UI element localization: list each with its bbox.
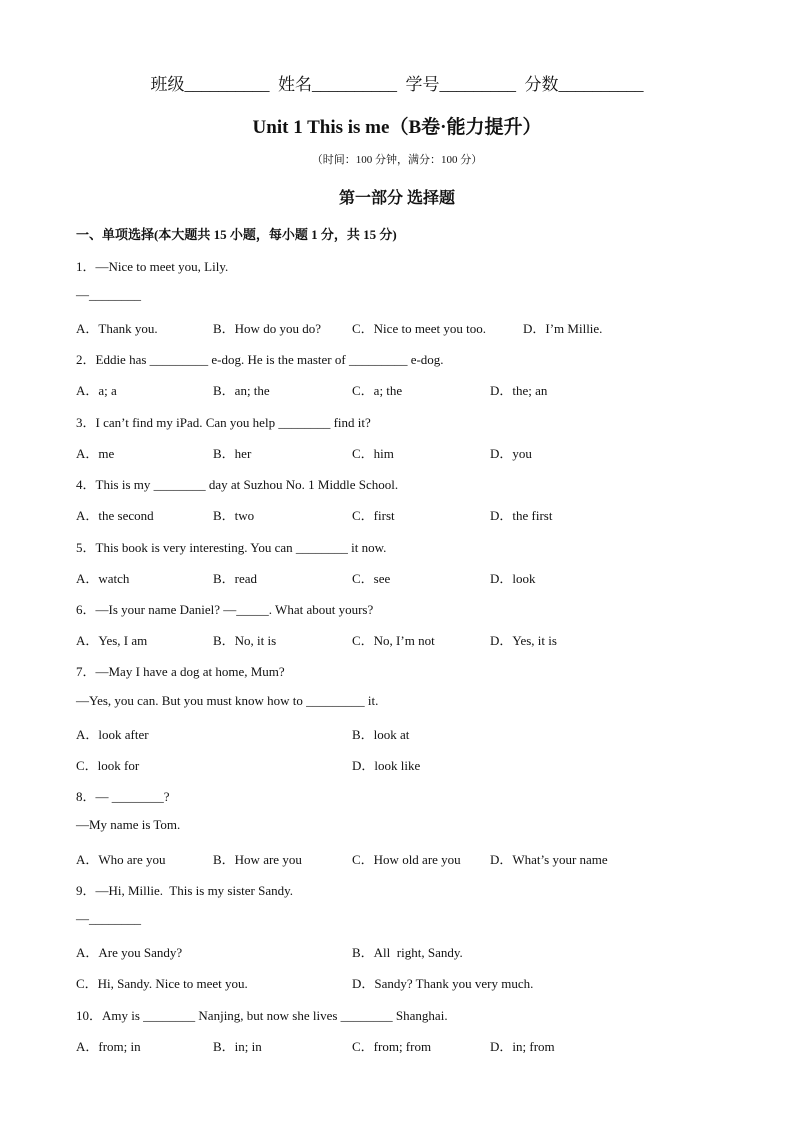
question-10-option-b: B．in; in <box>213 1039 262 1054</box>
question-1-option-a: A．Thank you. <box>76 321 158 336</box>
question-1-stem: 1．—Nice to meet you, Lily. <box>76 259 229 274</box>
question-7-stem: 7．—May I have a dog at home, Mum? <box>76 664 285 679</box>
question-7-stem-reply: —Yes, you can. But you must know how to _________ it. <box>76 693 379 708</box>
question-3-option-a: A．me <box>76 446 115 461</box>
question-1-option-c: C．Nice to meet you too. <box>352 321 486 336</box>
question-1-answer-line: —________ <box>76 287 141 302</box>
question-9-answer-line: —________ <box>76 911 141 926</box>
question-3-option-b: B．her <box>213 446 252 461</box>
question-9-option-b: B．All right, Sandy. <box>352 945 463 960</box>
question-8-stem-reply: —My name is Tom. <box>76 817 181 832</box>
question-8-stem: 8．— ________? <box>76 789 170 804</box>
question-6-option-d: D．Yes, it is <box>490 633 557 648</box>
question-10-option-a: A．from; in <box>76 1039 141 1054</box>
question-10-option-d: D．in; from <box>490 1039 555 1054</box>
page-subtitle: （时间：100 分钟，满分：100 分） <box>311 154 483 166</box>
question-4-option-d: D．the first <box>490 508 553 523</box>
question-5-option-b: B．read <box>213 571 258 586</box>
question-5-option-a: A．watch <box>76 571 130 586</box>
question-9-stem: 9．—Hi, Millie. This is my sister Sandy. <box>76 883 294 898</box>
question-2-option-b: B．an; the <box>213 383 270 398</box>
part-heading: 第一部分 选择题 <box>338 190 455 207</box>
question-2-option-c: C．a; the <box>352 383 403 398</box>
question-2-option-a: A．a; a <box>76 383 117 398</box>
question-9-option-a: A．Are you Sandy? <box>76 945 183 960</box>
question-9-option-c: C．Hi, Sandy. Nice to meet you. <box>76 976 248 991</box>
question-7-option-b: B．look at <box>352 727 410 742</box>
question-7-option-d: D．look like <box>352 758 421 773</box>
question-7-option-c: C．look for <box>76 758 140 773</box>
question-8-option-d: D．What’s your name <box>490 852 608 867</box>
question-6-option-c: C．No, I’m not <box>352 633 435 648</box>
question-5-option-c: C．see <box>352 571 391 586</box>
question-8-option-c: C．How old are you <box>352 852 461 867</box>
question-6-option-b: B．No, it is <box>213 633 277 648</box>
question-4-option-c: C．first <box>352 508 395 523</box>
question-6-stem: 6．—Is your name Daniel? —_____. What about yours? <box>76 602 374 617</box>
question-2-stem: 2．Eddie has _________ e-dog. He is the master of _________ e-dog. <box>76 352 444 367</box>
question-9-option-d: D．Sandy? Thank you very much. <box>352 976 534 991</box>
question-1-option-b: B．How do you do? <box>213 321 321 336</box>
section-heading: 一、单项选择(本大题共 15 小题，每小题 1 分，共 15 分) <box>76 227 397 242</box>
question-1-option-d: D．I’m Millie. <box>523 321 603 336</box>
question-4-option-b: B．two <box>213 508 255 523</box>
question-10-stem: 10．Amy is ________ Nanjing, but now she lives ________ Shanghai. <box>76 1008 448 1023</box>
question-3-option-c: C．him <box>352 446 394 461</box>
page-title: Unit 1 This is me（B卷·能力提升） <box>252 117 542 138</box>
question-5-option-d: D．look <box>490 571 536 586</box>
question-3-option-d: D．you <box>490 446 532 461</box>
question-4-option-a: A．the second <box>76 508 154 523</box>
question-8-option-b: B．How are you <box>213 852 302 867</box>
question-5-stem: 5．This book is very interesting. You can ________ it now. <box>76 540 387 555</box>
question-3-stem: 3．I can’t find my iPad. Can you help ________ find it? <box>76 415 371 430</box>
question-2-option-d: D．the; an <box>490 383 548 398</box>
question-10-option-c: C．from; from <box>352 1039 432 1054</box>
header-fields: 班级__________ 姓名__________ 学号_________ 分数__________ <box>150 75 644 94</box>
question-7-option-a: A．look after <box>76 727 149 742</box>
question-8-option-a: A．Who are you <box>76 852 166 867</box>
question-6-option-a: A．Yes, I am <box>76 633 148 648</box>
question-4-stem: 4．This is my ________ day at Suzhou No. 1 Middle School. <box>76 477 399 492</box>
